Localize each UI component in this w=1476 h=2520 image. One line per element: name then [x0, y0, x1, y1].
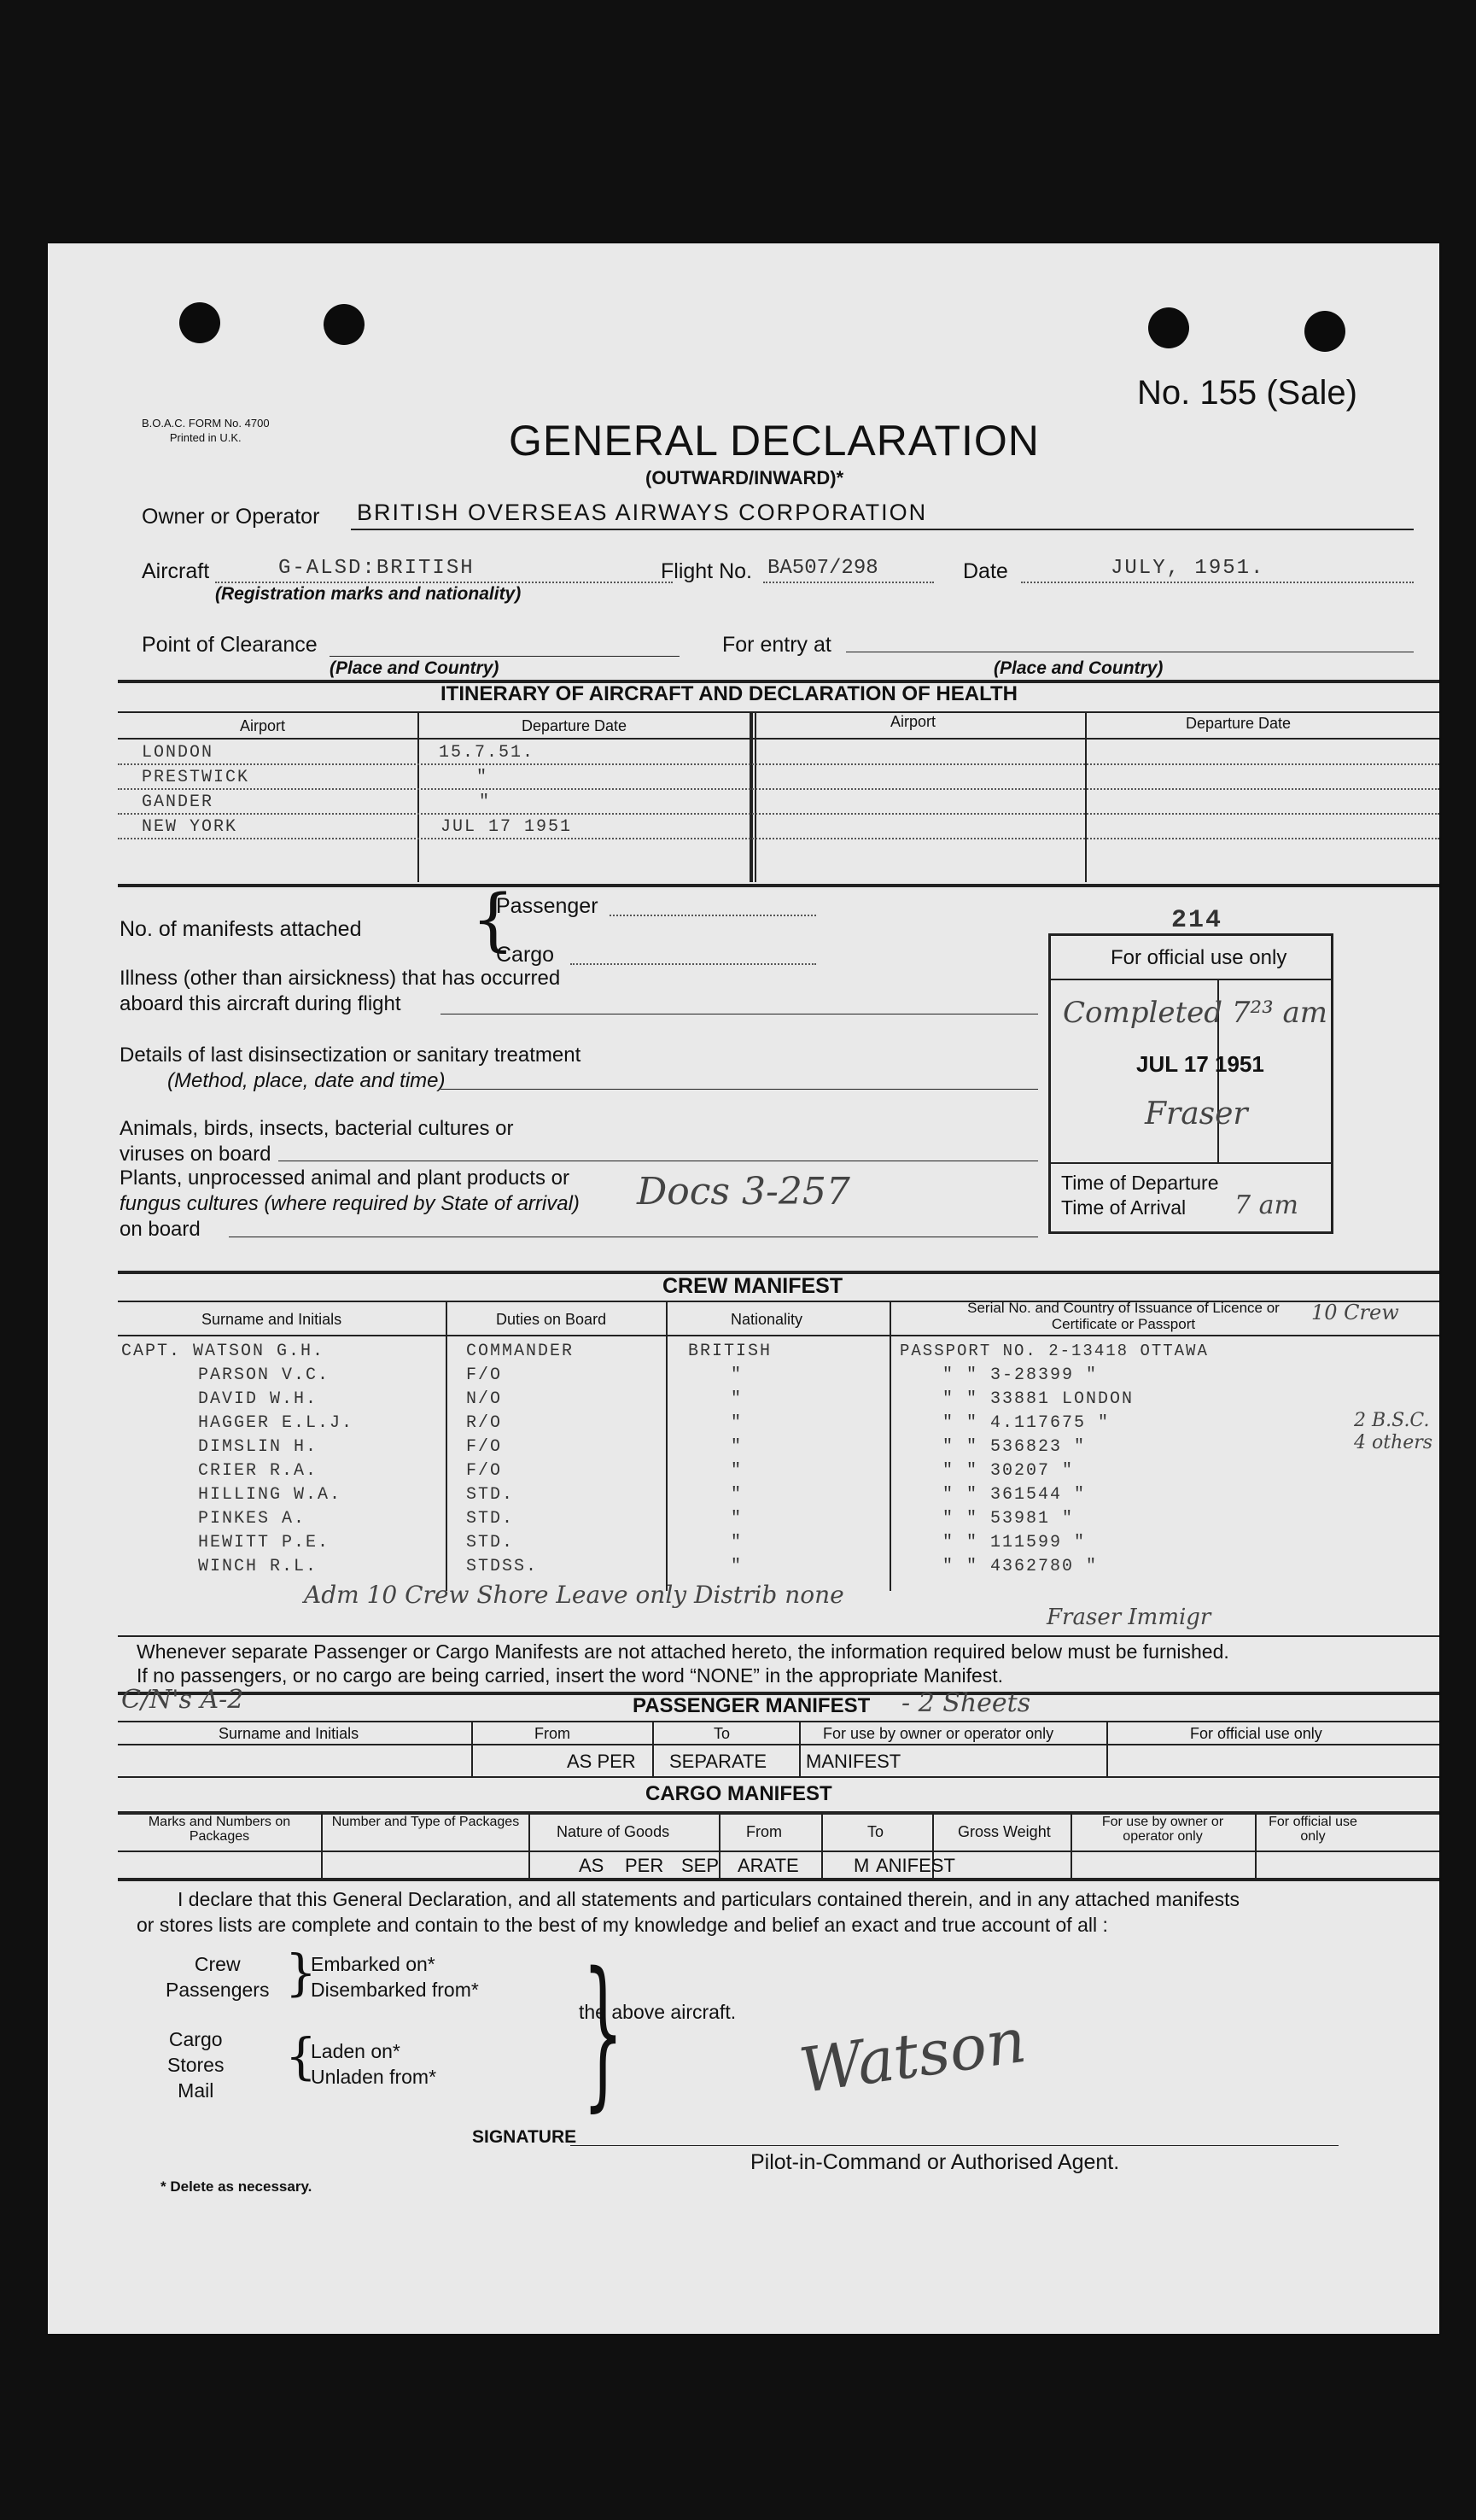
owner-label: Owner or Operator	[142, 505, 320, 529]
crew-nationality: "	[731, 1413, 744, 1433]
passenger-header-name: Surname and Initials	[219, 1725, 359, 1742]
plants-label: Plants, unprocessed animal and plant products or fungus cultures (where required by State of arrival) on board	[120, 1166, 580, 1241]
itinerary-header-rule	[118, 711, 1439, 713]
declaration-brace: }	[285, 1944, 317, 2002]
page-title: GENERAL DECLARATION	[509, 417, 1040, 465]
crew-duty: F/O	[466, 1437, 503, 1457]
itinerary-airport: GANDER	[142, 792, 214, 812]
itinerary-header-date-2: Departure Date	[1186, 715, 1292, 732]
declaration-crew-passengers: Crew Passengers	[166, 1953, 270, 2001]
itinerary-header-date: Departure Date	[522, 717, 627, 734]
entry-sublabel: (Place and Country)	[994, 658, 1164, 678]
declaration-embark: Embarked on* Disembarked from*	[311, 1953, 479, 2001]
cargo-divider	[821, 1811, 823, 1878]
cargo-header-marks: Marks and Numbers on Packages	[148, 1815, 291, 1844]
arrival-time-value: 7 am	[1234, 1190, 1298, 1220]
cargo-entry: SEP	[681, 1855, 720, 1876]
crew-serial: " " 33881 LONDON	[942, 1389, 1135, 1409]
row-rule	[118, 813, 1439, 815]
crew-name: PARSON V.C.	[198, 1365, 330, 1385]
cargo-divider	[719, 1811, 720, 1878]
declaration-document	[48, 243, 1439, 2334]
table-row	[48, 1557, 1439, 1581]
cargo-entry: M	[854, 1855, 870, 1876]
itinerary-airport: PRESTWICK	[142, 768, 250, 787]
itinerary-title: ITINERARY OF AIRCRAFT AND DECLARATION OF HEALTH	[440, 682, 1018, 705]
crew-serial: " " 30207 "	[942, 1461, 1075, 1481]
passenger-header-rule	[118, 1721, 1439, 1722]
official-rule-2	[1051, 1162, 1331, 1164]
manifests-passenger: Passenger	[496, 894, 598, 918]
punch-hole	[179, 302, 220, 343]
passenger-header-owner: For use by owner or operator only	[823, 1725, 1054, 1742]
official-signature: Fraser	[1145, 1096, 1248, 1131]
official-number: 214	[1171, 906, 1223, 935]
itinerary-divider	[417, 711, 419, 882]
crew-total-note: 10 Crew	[1311, 1301, 1399, 1324]
departure-time-label: Time of Departure	[1061, 1172, 1219, 1194]
form-number: No. 155 (Sale)	[1137, 374, 1357, 412]
signature-sublabel: Pilot-in-Command or Authorised Agent.	[750, 2150, 1120, 2174]
crew-handwritten-signature: Fraser Immigr	[1047, 1605, 1211, 1630]
crew-name: WINCH R.L.	[198, 1557, 318, 1576]
date-label: Date	[963, 559, 1008, 583]
crew-duty: COMMANDER	[466, 1342, 575, 1361]
aircraft-value: G-ALSD:BRITISH	[278, 557, 475, 580]
row-rule	[118, 763, 1439, 765]
animals-label: Animals, birds, insects, bacterial cultures or viruses on board	[120, 1117, 514, 1166]
crew-duty: STD.	[466, 1509, 515, 1529]
crew-name: HEWITT P.E.	[198, 1533, 330, 1552]
punch-hole	[1304, 311, 1345, 352]
passenger-entry: SEPARATE	[669, 1751, 767, 1772]
crew-nationality: "	[731, 1365, 744, 1385]
crew-serial: " " 53981 "	[942, 1509, 1075, 1529]
crew-serial: PASSPORT NO. 2-13418 OTTAWA	[900, 1342, 1209, 1360]
itinerary-header-rule-2	[118, 738, 1439, 740]
itinerary-divider	[1085, 711, 1087, 882]
crew-serial: " " 4362780 "	[942, 1557, 1099, 1576]
crew-name: CRIER R.A.	[198, 1461, 318, 1481]
cargo-count-rule	[570, 963, 816, 965]
official-rule	[1051, 979, 1331, 980]
passenger-entry: AS PER	[567, 1751, 636, 1772]
crew-name: CAPT. WATSON G.H.	[121, 1342, 325, 1361]
crew-header-duties: Duties on Board	[496, 1311, 607, 1328]
date-value: JULY, 1951.	[1111, 557, 1265, 580]
table-row	[48, 1413, 1439, 1437]
crew-title: CREW MANIFEST	[662, 1274, 843, 1298]
page-subtitle: (OUTWARD/INWARD)*	[645, 467, 844, 488]
owner-value: BRITISH OVERSEAS AIRWAYS CORPORATION	[357, 500, 928, 525]
crew-bottom-rule	[118, 1635, 1439, 1637]
crew-name: DIMSLIN H.	[198, 1437, 318, 1457]
date-rule	[1021, 582, 1414, 583]
illness-label: Illness (other than airsickness) that has occurred aboard this aircraft during flight	[120, 967, 561, 1015]
crew-nationality: "	[731, 1485, 744, 1505]
declaration-above: the above aircraft.	[579, 2001, 737, 2023]
cargo-divider	[528, 1811, 530, 1878]
passenger-bottom-rule	[118, 1776, 1439, 1778]
aircraft-rule	[215, 582, 673, 583]
flight-rule	[763, 582, 934, 583]
crew-duty: STDSS.	[466, 1557, 539, 1576]
cargo-header-from: From	[746, 1823, 782, 1840]
disinsect-rule	[440, 1089, 1038, 1090]
table-row	[48, 1365, 1439, 1389]
cargo-title: CARGO MANIFEST	[645, 1782, 832, 1805]
cargo-divider	[321, 1811, 323, 1878]
passenger-header-rule-2	[118, 1744, 1439, 1745]
declaration-laden: Laden on* Unladen from*	[311, 2040, 437, 2088]
table-row	[48, 1509, 1439, 1533]
crew-serial: " " 536823 "	[942, 1437, 1087, 1457]
crew-nationality: "	[731, 1461, 744, 1481]
cargo-header-owner: For use by owner or operator only	[1101, 1815, 1224, 1844]
cargo-header-official: For official use only	[1269, 1815, 1357, 1844]
itinerary-airport: NEW YORK	[142, 817, 238, 837]
itinerary-airport: LONDON	[142, 743, 214, 763]
instructions-line2: If no passengers, or no cargo are being carried, insert the word “NONE” in the appropriate Manifest.	[137, 1664, 1004, 1687]
declaration-big-brace: }	[582, 1938, 624, 2126]
crew-duty: F/O	[466, 1461, 503, 1481]
crew-nationality: "	[731, 1557, 744, 1576]
cargo-header-weight: Gross Weight	[958, 1823, 1051, 1840]
crew-header-serial: Serial No. and Country of Issuance of Licence or Certificate or Passport	[967, 1300, 1280, 1332]
table-row	[48, 1533, 1439, 1557]
official-use-box	[1048, 933, 1333, 1234]
passenger-divider	[1106, 1721, 1108, 1776]
crew-serial: " " 4.117675 "	[942, 1413, 1111, 1433]
disinsect-label: Details of last disinsectization or sanitary treatment (Method, place, date and time)	[120, 1044, 581, 1092]
footnote: * Delete as necessary.	[160, 2178, 312, 2195]
cargo-bottom-rule	[118, 1878, 1439, 1881]
crew-duty: STD.	[466, 1485, 515, 1505]
passenger-title: PASSENGER MANIFEST	[633, 1694, 871, 1717]
official-completed: Completed 7²³ am	[1063, 996, 1328, 1030]
passenger-header-official: For official use only	[1190, 1725, 1322, 1742]
itinerary-date: "	[479, 792, 492, 812]
row-rule	[118, 788, 1439, 790]
aircraft-sublabel: (Registration marks and nationality)	[215, 584, 522, 604]
manifests-brace: {	[471, 880, 515, 959]
crew-name: PINKES A.	[198, 1509, 306, 1529]
crew-duty: R/O	[466, 1413, 503, 1433]
aircraft-label: Aircraft	[142, 559, 210, 583]
entry-label: For entry at	[722, 633, 831, 657]
crew-serial: " " 111599 "	[942, 1533, 1087, 1552]
cargo-divider	[1071, 1811, 1072, 1878]
arrival-time-label: Time of Arrival	[1061, 1196, 1187, 1219]
owner-rule	[351, 529, 1414, 530]
crew-duty: STD.	[466, 1533, 515, 1552]
itinerary-bottom-rule	[118, 884, 1439, 887]
itinerary-header-airport: Airport	[240, 717, 286, 734]
table-row	[48, 1342, 1439, 1365]
declaration-line1: I declare that this General Declaration, and all statements and particulars contained therein, and in any attached manifests	[178, 1888, 1240, 1910]
cargo-header-number: Number and Type of Packages	[331, 1815, 520, 1829]
declaration-line2: or stores lists are complete and contain to the best of my knowledge and belief an exact and true account of all :	[137, 1914, 1108, 1936]
crew-header-name: Surname and Initials	[201, 1311, 342, 1328]
crew-duty: N/O	[466, 1389, 503, 1409]
crew-nationality: "	[731, 1389, 744, 1409]
passenger-divider	[652, 1721, 654, 1776]
itinerary-header-airport-2: Airport	[890, 713, 936, 730]
crew-name: HAGGER E.L.J.	[198, 1413, 354, 1433]
cargo-header-nature: Nature of Goods	[557, 1823, 670, 1840]
manifests-cargo: Cargo	[496, 943, 555, 967]
crew-name: HILLING W.A.	[198, 1485, 342, 1505]
cargo-entry: AS	[579, 1855, 604, 1876]
declaration-brace: {	[285, 2027, 317, 2085]
crew-nationality: "	[731, 1533, 744, 1552]
itinerary-divider	[755, 711, 756, 882]
signature-label: SIGNATURE	[472, 2127, 577, 2147]
clearance-rule	[330, 656, 680, 657]
punch-hole	[1148, 307, 1189, 348]
cargo-divider	[1255, 1811, 1257, 1878]
margin-note: 2 B.S.C.	[1354, 1410, 1430, 1431]
crew-serial: " " 3-28399 "	[942, 1365, 1099, 1385]
passenger-count-rule	[610, 915, 816, 916]
crew-nationality: BRITISH	[688, 1342, 773, 1361]
table-row	[48, 1389, 1439, 1413]
margin-note: 4 others	[1354, 1432, 1433, 1453]
crew-name: DAVID W.H.	[198, 1389, 318, 1409]
signature-rule	[570, 2145, 1339, 2146]
passenger-header-from: From	[534, 1725, 570, 1742]
cargo-entry: PER	[625, 1855, 664, 1876]
crew-serial: " " 361544 "	[942, 1485, 1087, 1505]
table-row	[48, 1437, 1439, 1461]
official-title: For official use only	[1111, 946, 1287, 969]
itinerary-date: JUL 17 1951	[440, 817, 573, 837]
crew-header-nationality: Nationality	[731, 1311, 803, 1328]
clearance-label: Point of Clearance	[142, 633, 318, 657]
cargo-entry: ARATE	[738, 1855, 799, 1876]
crew-handwritten-note: Adm 10 Crew Shore Leave only Distrib none	[304, 1581, 844, 1609]
passenger-divider	[799, 1721, 801, 1776]
signature-value: Watson	[795, 2003, 1030, 2108]
cargo-entry: ANIFEST	[876, 1855, 955, 1876]
declaration-cargo-stores-mail: Cargo Stores Mail	[167, 2028, 225, 2102]
clearance-sublabel: (Place and Country)	[330, 658, 499, 678]
official-stamp: JUL 17 1951	[1136, 1051, 1264, 1077]
form-reference: B.O.A.C. FORM No. 4700 Printed in U.K.	[142, 417, 270, 444]
flight-value: BA507/298	[767, 557, 878, 580]
instructions-line1: Whenever separate Passenger or Cargo Manifests are not attached hereto, the information required below must be furnished.	[137, 1640, 1229, 1663]
cargo-header-to: To	[867, 1823, 884, 1840]
plants-value: Docs 3-257	[637, 1170, 850, 1213]
punch-hole	[324, 304, 365, 345]
itinerary-date: 15.7.51.	[439, 743, 535, 763]
passenger-entry: MANIFEST	[806, 1751, 901, 1772]
row-rule	[118, 838, 1439, 839]
itinerary-divider	[750, 711, 753, 882]
manifests-label: No. of manifests attached	[120, 917, 362, 941]
passenger-note-left: C/N's A-2	[121, 1685, 244, 1715]
passenger-header-to: To	[714, 1725, 731, 1742]
passenger-divider	[471, 1721, 473, 1776]
passenger-note-right: - 2 Sheets	[901, 1688, 1031, 1718]
crew-header-rule-2	[118, 1335, 1439, 1336]
cargo-header-rule	[118, 1851, 1439, 1852]
table-row	[48, 1461, 1439, 1485]
crew-nationality: "	[731, 1509, 744, 1529]
crew-duty: F/O	[466, 1365, 503, 1385]
itinerary-date: "	[476, 768, 489, 787]
crew-nationality: "	[731, 1437, 744, 1457]
flight-label: Flight No.	[661, 559, 752, 583]
table-row	[48, 1485, 1439, 1509]
